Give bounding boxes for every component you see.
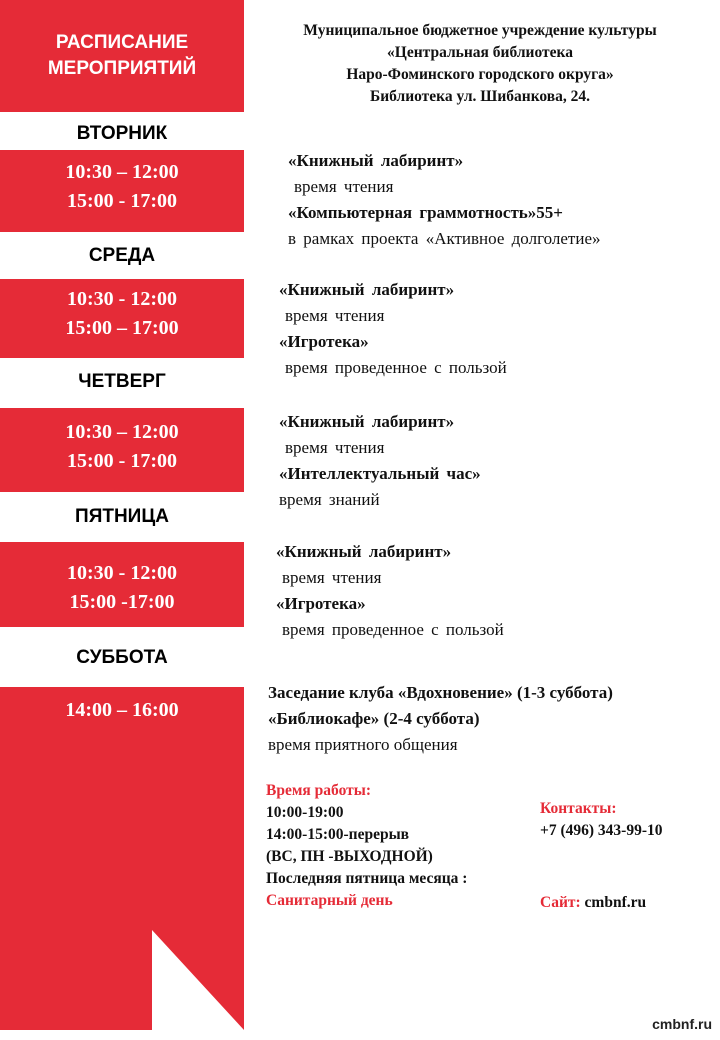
event-subtitle: время чтения [282, 568, 382, 587]
work-hours-label: Время работы: [266, 782, 371, 799]
event-title: «Компьютерная граммотность»55+ [288, 203, 563, 222]
header-line: Библиотека ул. Шибанкова, 24. [369, 88, 591, 105]
time-slots-thursday [0, 418, 244, 476]
schedule-title [0, 30, 244, 82]
event-subtitle: время чтения [285, 438, 385, 457]
time-slot: 14:00 – 16:00 [65, 699, 179, 721]
day-label-thursday: ЧЕТВЕРГ [78, 371, 166, 392]
day-label-wednesday: СРЕДА [88, 245, 156, 266]
event-title: «Игротека» [279, 332, 369, 351]
event-subtitle: время проведенное с пользой [285, 358, 507, 377]
event-title: «Книжный лабиринт» [288, 151, 464, 170]
time-slot: 15:00 – 17:00 [65, 317, 179, 339]
event-title: «Книжный лабиринт» [279, 412, 455, 431]
time-slots-tuesday [0, 158, 244, 216]
day-label-friday: ПЯТНИЦА [75, 506, 169, 527]
contact-phone[interactable]: +7 (496) 343-99-10 [540, 822, 663, 839]
event-title: «Игротека» [276, 594, 366, 613]
schedule-title-line: РАСПИСАНИЕ [55, 32, 189, 53]
work-hours-line: 14:00-15:00-перерыв [266, 826, 410, 843]
time-slot: 15:00 - 17:00 [67, 190, 177, 212]
day-label-saturday: СУББОТА [76, 647, 168, 668]
work-hours-line: Последняя пятница месяца : [266, 870, 468, 887]
time-slots-friday [0, 559, 244, 617]
time-slot: 10:30 - 12:00 [67, 288, 177, 310]
event-subtitle: в рамках проекта «Активное долголетие» [288, 229, 601, 248]
site [540, 892, 646, 914]
events-thursday [279, 409, 481, 513]
time-slot: 10:30 – 12:00 [65, 161, 179, 183]
event-title: «Интеллектуальный час» [279, 464, 481, 483]
contacts [540, 798, 662, 842]
time-slot: 10:30 - 12:00 [67, 562, 177, 584]
events-wednesday [279, 277, 507, 381]
contacts-label: Контакты: [540, 800, 617, 817]
events-tuesday [288, 148, 601, 252]
work-hours [266, 780, 467, 912]
event-title: «Книжный лабиринт» [279, 280, 455, 299]
event-subtitle: время чтения [294, 177, 394, 196]
event-title: Заседание клуба «Вдохновение» (1-3 суббота) [268, 683, 613, 702]
site-label: Сайт: [540, 894, 581, 911]
events-friday [276, 539, 504, 643]
sanitary-day: Санитарный день [266, 892, 393, 909]
day-label-tuesday: ВТОРНИК [76, 123, 168, 144]
header-line: Наро-Фоминского городского округа» [346, 66, 614, 83]
site-link[interactable]: cmbnf.ru [584, 894, 647, 911]
event-subtitle: время проведенное с пользой [282, 620, 504, 639]
header-line: Муниципальное бюджетное учреждение культуры [303, 22, 657, 39]
event-subtitle: время знаний [279, 490, 380, 509]
schedule-title-line: МЕРОПРИЯТИЙ [47, 58, 197, 79]
work-hours-line: 10:00-19:00 [266, 804, 344, 821]
library-header [246, 20, 714, 108]
event-title: «Книжный лабиринт» [276, 542, 452, 561]
event-subtitle: время приятного общения [268, 735, 458, 754]
time-slot: 15:00 -17:00 [69, 591, 175, 613]
work-hours-line: (ВС, ПН -ВЫХОДНОЙ) [266, 848, 433, 865]
event-subtitle: время чтения [285, 306, 385, 325]
watermark: cmbnf.ru [652, 1016, 712, 1032]
time-slot: 15:00 - 17:00 [67, 450, 177, 472]
time-slots-wednesday [0, 285, 244, 343]
header-line: «Центральная библиотека [387, 44, 573, 61]
events-saturday [268, 680, 613, 758]
event-title: «Библиокафе» (2-4 суббота) [268, 709, 480, 728]
time-slot: 10:30 – 12:00 [65, 421, 179, 443]
time-slots-saturday [0, 696, 244, 725]
